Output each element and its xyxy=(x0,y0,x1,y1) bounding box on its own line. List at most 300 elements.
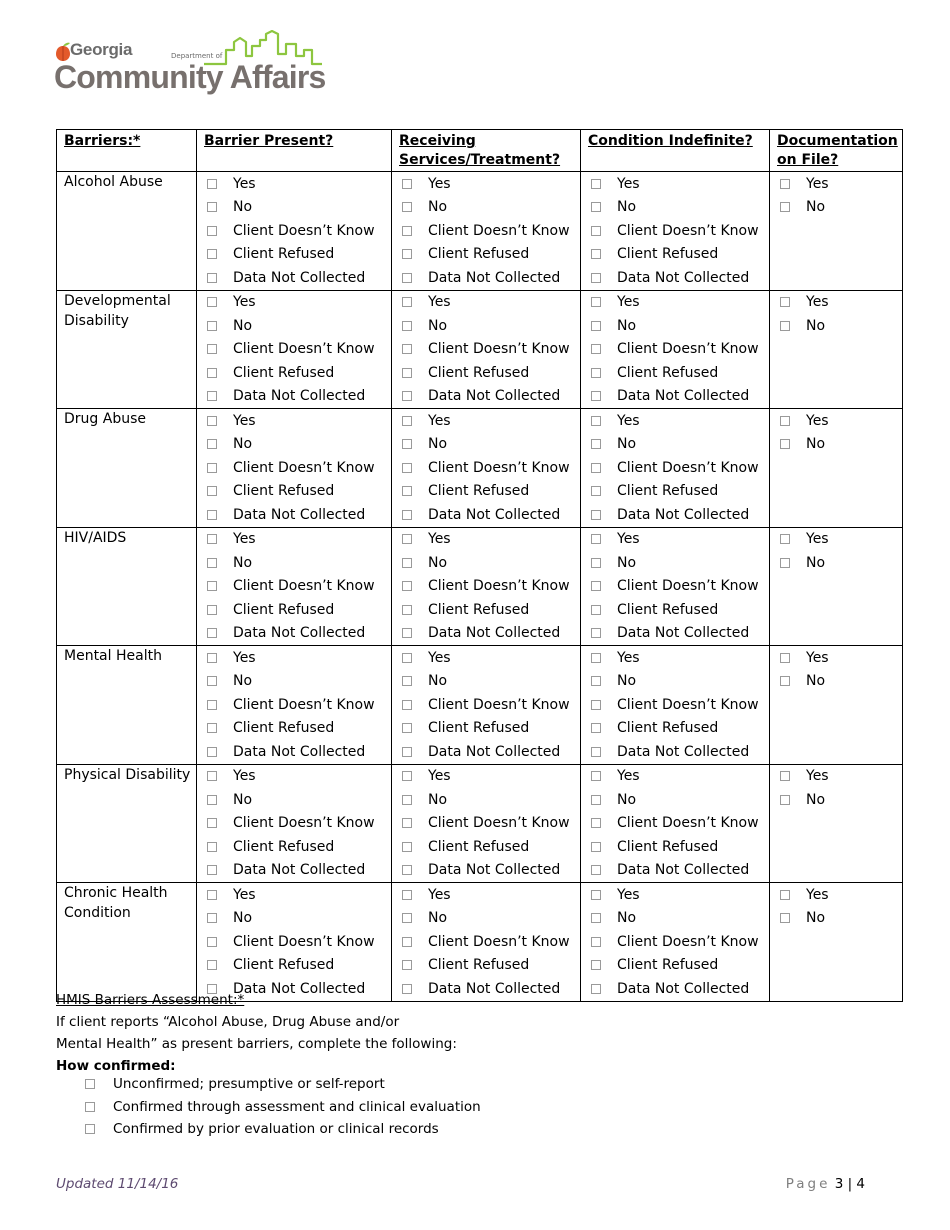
checkbox-label: No xyxy=(428,910,448,927)
checkbox-option[interactable] xyxy=(204,338,391,362)
checkbox-label: Data Not Collected xyxy=(617,625,750,642)
checkbox-option[interactable] xyxy=(399,788,580,812)
checkbox[interactable] xyxy=(591,605,601,615)
checkbox[interactable] xyxy=(780,653,790,663)
checkbox-option[interactable] xyxy=(204,172,391,196)
header-barrier-present: Barrier Present? xyxy=(197,130,392,172)
checkbox[interactable] xyxy=(591,391,601,401)
checkbox-option[interactable] xyxy=(588,598,769,622)
checkbox[interactable] xyxy=(780,890,790,900)
checkbox-option[interactable] xyxy=(588,622,769,646)
checkbox-option[interactable] xyxy=(399,717,580,741)
checkbox-option[interactable] xyxy=(85,1118,481,1141)
checkbox[interactable] xyxy=(402,486,412,496)
table-row xyxy=(57,883,903,1002)
checkbox-option[interactable] xyxy=(399,172,580,196)
checkbox-option[interactable] xyxy=(777,788,902,812)
checkbox[interactable] xyxy=(591,202,601,212)
checkbox-option[interactable] xyxy=(204,765,391,789)
checkbox[interactable] xyxy=(591,628,601,638)
checkbox-option[interactable] xyxy=(399,409,580,433)
checkbox-option[interactable] xyxy=(85,1073,481,1096)
checkbox[interactable] xyxy=(591,416,601,426)
checkbox[interactable] xyxy=(207,463,217,473)
assessment-line-1: If client reports “Alcohol Abuse, Drug Abuse and/or xyxy=(56,1014,400,1030)
checkbox[interactable] xyxy=(780,416,790,426)
checkbox[interactable] xyxy=(402,842,412,852)
checkbox-option[interactable] xyxy=(588,977,769,1001)
checkbox-option[interactable] xyxy=(204,575,391,599)
barrier-present-cell xyxy=(197,527,392,646)
checkbox-label: No xyxy=(617,554,637,571)
checkbox[interactable] xyxy=(591,249,601,259)
checkbox[interactable] xyxy=(591,558,601,568)
checkbox-option[interactable] xyxy=(399,361,580,385)
checkbox[interactable] xyxy=(207,818,217,828)
how-confirmed-label: How confirmed: xyxy=(56,1058,176,1074)
checkbox[interactable] xyxy=(591,676,601,686)
checkbox-option[interactable] xyxy=(399,575,580,599)
checkbox[interactable] xyxy=(207,605,217,615)
checkbox-option[interactable] xyxy=(588,503,769,527)
checkbox[interactable] xyxy=(207,747,217,757)
checkbox[interactable] xyxy=(591,344,601,354)
checkbox-option[interactable] xyxy=(588,196,769,220)
checkbox[interactable] xyxy=(207,534,217,544)
checkbox[interactable] xyxy=(780,297,790,307)
checkbox-option[interactable] xyxy=(204,835,391,859)
checkbox[interactable] xyxy=(207,937,217,947)
checkbox-option[interactable] xyxy=(588,740,769,764)
checkbox-label: Client Refused xyxy=(428,601,530,618)
checkbox-label: Client Doesn’t Know xyxy=(617,341,759,358)
checkbox-option[interactable] xyxy=(588,291,769,315)
checkbox-option[interactable] xyxy=(204,266,391,290)
checkbox-option[interactable] xyxy=(204,291,391,315)
checkbox-option[interactable] xyxy=(777,528,902,552)
checkbox[interactable] xyxy=(207,416,217,426)
checkbox[interactable] xyxy=(207,297,217,307)
checkbox[interactable] xyxy=(207,486,217,496)
checkbox[interactable] xyxy=(207,439,217,449)
receiving-services-cell xyxy=(392,409,581,528)
checkbox[interactable] xyxy=(591,842,601,852)
checkbox[interactable] xyxy=(207,771,217,781)
checkbox[interactable] xyxy=(207,368,217,378)
checkbox-option[interactable] xyxy=(399,765,580,789)
checkbox-option[interactable] xyxy=(204,598,391,622)
checkbox-option[interactable] xyxy=(777,883,902,907)
checkbox-option[interactable] xyxy=(204,503,391,527)
checkbox[interactable] xyxy=(207,321,217,331)
checkbox[interactable] xyxy=(402,890,412,900)
checkbox-option[interactable] xyxy=(204,622,391,646)
checkbox-label: Client Refused xyxy=(233,246,335,263)
checkbox-option[interactable] xyxy=(399,598,580,622)
checkbox-option[interactable] xyxy=(399,243,580,267)
checkbox[interactable] xyxy=(402,795,412,805)
checkbox-option[interactable] xyxy=(399,907,580,931)
checkbox-option[interactable] xyxy=(588,883,769,907)
checkbox-option[interactable] xyxy=(399,930,580,954)
gdca-logo xyxy=(54,30,324,105)
checkbox[interactable] xyxy=(402,534,412,544)
checkbox-option[interactable] xyxy=(399,954,580,978)
checkbox-option[interactable] xyxy=(588,385,769,409)
checkbox[interactable] xyxy=(402,628,412,638)
checkbox[interactable] xyxy=(402,510,412,520)
checkbox[interactable] xyxy=(402,558,412,568)
checkbox-option[interactable] xyxy=(399,812,580,836)
checkbox-option[interactable] xyxy=(399,219,580,243)
checkbox[interactable] xyxy=(402,937,412,947)
checkbox-label: Client Doesn’t Know xyxy=(617,815,759,832)
checkbox[interactable] xyxy=(207,890,217,900)
checkbox-option[interactable] xyxy=(588,954,769,978)
checkbox-option[interactable] xyxy=(204,740,391,764)
updated-date: Updated 11/14/16 xyxy=(56,1176,179,1192)
checkbox-option[interactable] xyxy=(588,670,769,694)
checkbox[interactable] xyxy=(780,439,790,449)
checkbox[interactable] xyxy=(780,795,790,805)
checkbox-option[interactable] xyxy=(777,646,902,670)
checkbox-option[interactable] xyxy=(588,243,769,267)
checkbox-option[interactable] xyxy=(204,409,391,433)
checkbox[interactable] xyxy=(85,1102,95,1112)
checkbox-option[interactable] xyxy=(588,219,769,243)
checkbox-label: No xyxy=(806,791,826,808)
checkbox[interactable] xyxy=(207,273,217,283)
checkbox-label: Data Not Collected xyxy=(233,625,366,642)
barrier-label: Chronic Health Condition xyxy=(57,883,197,1002)
checkbox[interactable] xyxy=(402,771,412,781)
checkbox[interactable] xyxy=(402,676,412,686)
checkbox-option[interactable] xyxy=(588,338,769,362)
checkbox[interactable] xyxy=(85,1124,95,1134)
table-row xyxy=(57,172,903,291)
checkbox[interactable] xyxy=(402,368,412,378)
checkbox[interactable] xyxy=(591,890,601,900)
checkbox-label: Client Refused xyxy=(233,601,335,618)
checkbox[interactable] xyxy=(591,795,601,805)
checkbox[interactable] xyxy=(207,628,217,638)
checkbox[interactable] xyxy=(591,534,601,544)
checkbox-option[interactable] xyxy=(777,670,902,694)
checkbox[interactable] xyxy=(591,510,601,520)
checkbox-label: Yes xyxy=(233,649,256,666)
checkbox-option[interactable] xyxy=(204,788,391,812)
checkbox-option[interactable] xyxy=(399,385,580,409)
checkbox-option[interactable] xyxy=(399,859,580,883)
checkbox[interactable] xyxy=(402,913,412,923)
checkbox-label: Yes xyxy=(428,531,451,548)
checkbox-option[interactable] xyxy=(399,740,580,764)
checkbox-option[interactable] xyxy=(204,646,391,670)
checkbox[interactable] xyxy=(591,653,601,663)
checkbox-option[interactable] xyxy=(777,433,902,457)
checkbox-option[interactable] xyxy=(399,266,580,290)
barrier-label: Mental Health xyxy=(57,646,197,765)
checkbox-option[interactable] xyxy=(399,456,580,480)
checkbox-label: Client Doesn’t Know xyxy=(428,222,570,239)
checkbox-label: Data Not Collected xyxy=(617,980,750,997)
checkbox[interactable] xyxy=(402,297,412,307)
checkbox-option[interactable] xyxy=(204,243,391,267)
checkbox[interactable] xyxy=(591,463,601,473)
checkbox[interactable] xyxy=(402,865,412,875)
checkbox-option[interactable] xyxy=(588,765,769,789)
checkbox-option[interactable] xyxy=(204,930,391,954)
checkbox[interactable] xyxy=(85,1079,95,1089)
checkbox[interactable] xyxy=(591,321,601,331)
checkbox[interactable] xyxy=(402,226,412,236)
checkbox[interactable] xyxy=(591,486,601,496)
checkbox[interactable] xyxy=(591,368,601,378)
checkbox[interactable] xyxy=(402,321,412,331)
checkbox-option[interactable] xyxy=(204,196,391,220)
checkbox-option[interactable] xyxy=(588,812,769,836)
checkbox-label: Client Doesn’t Know xyxy=(428,578,570,595)
checkbox-option[interactable] xyxy=(204,528,391,552)
checkbox-option[interactable] xyxy=(777,196,902,220)
checkbox-label: Client Refused xyxy=(428,483,530,500)
checkbox-option[interactable] xyxy=(588,930,769,954)
checkbox-option[interactable] xyxy=(399,622,580,646)
checkbox-option[interactable] xyxy=(777,409,902,433)
checkbox-label: No xyxy=(428,673,448,690)
checkbox[interactable] xyxy=(207,391,217,401)
checkbox-label: Yes xyxy=(428,294,451,311)
checkbox-option[interactable] xyxy=(399,291,580,315)
checkbox[interactable] xyxy=(207,510,217,520)
checkbox-option[interactable] xyxy=(399,835,580,859)
page-word: Page xyxy=(785,1176,831,1192)
checkbox-option[interactable] xyxy=(588,266,769,290)
checkbox[interactable] xyxy=(780,558,790,568)
checkbox[interactable] xyxy=(591,700,601,710)
checkbox-option[interactable] xyxy=(204,812,391,836)
checkbox-option[interactable] xyxy=(588,480,769,504)
checkbox[interactable] xyxy=(591,723,601,733)
checkbox[interactable] xyxy=(207,653,217,663)
checkbox[interactable] xyxy=(402,605,412,615)
checkbox-option[interactable] xyxy=(204,480,391,504)
checkbox-option[interactable] xyxy=(588,433,769,457)
checkbox-option[interactable] xyxy=(588,788,769,812)
checkbox-option[interactable] xyxy=(399,433,580,457)
checkbox-option[interactable] xyxy=(399,883,580,907)
checkbox[interactable] xyxy=(402,416,412,426)
checkbox[interactable] xyxy=(207,581,217,591)
checkbox-option[interactable] xyxy=(588,551,769,575)
checkbox-option[interactable] xyxy=(399,528,580,552)
checkbox-option[interactable] xyxy=(777,907,902,931)
checkbox[interactable] xyxy=(780,771,790,781)
checkbox-label: Unconfirmed; presumptive or self-report xyxy=(113,1076,385,1092)
checkbox-option[interactable] xyxy=(204,433,391,457)
checkbox-label: Client Refused xyxy=(428,720,530,737)
checkbox-label: Data Not Collected xyxy=(233,269,366,286)
checkbox-option[interactable] xyxy=(204,385,391,409)
checkbox[interactable] xyxy=(402,700,412,710)
checkbox-label: Client Doesn’t Know xyxy=(428,459,570,476)
checkbox-label: Client Refused xyxy=(428,364,530,381)
checkbox-label: No xyxy=(233,791,253,808)
checkbox-option[interactable] xyxy=(399,670,580,694)
checkbox-label: Client Doesn’t Know xyxy=(233,341,375,358)
barrier-label: Alcohol Abuse xyxy=(57,172,197,291)
checkbox[interactable] xyxy=(591,581,601,591)
checkbox-label: Yes xyxy=(428,175,451,192)
checkbox-option[interactable] xyxy=(85,1096,481,1119)
checkbox-option[interactable] xyxy=(399,503,580,527)
checkbox[interactable] xyxy=(780,321,790,331)
checkbox[interactable] xyxy=(591,984,601,994)
checkbox[interactable] xyxy=(402,463,412,473)
checkbox-option[interactable] xyxy=(777,291,902,315)
checkbox[interactable] xyxy=(780,913,790,923)
checkbox-label: No xyxy=(617,673,637,690)
checkbox[interactable] xyxy=(402,581,412,591)
checkbox-option[interactable] xyxy=(204,219,391,243)
checkbox-option[interactable] xyxy=(588,409,769,433)
checkbox-label: Yes xyxy=(428,768,451,785)
checkbox[interactable] xyxy=(207,913,217,923)
checkbox-option[interactable] xyxy=(204,361,391,385)
checkbox[interactable] xyxy=(780,534,790,544)
checkbox-label: Client Doesn’t Know xyxy=(233,459,375,476)
checkbox[interactable] xyxy=(780,202,790,212)
checkbox[interactable] xyxy=(207,960,217,970)
checkbox-label: Client Refused xyxy=(233,838,335,855)
checkbox-option[interactable] xyxy=(588,456,769,480)
table-row xyxy=(57,527,903,646)
checkbox[interactable] xyxy=(780,676,790,686)
checkbox[interactable] xyxy=(591,179,601,189)
checkbox[interactable] xyxy=(780,179,790,189)
checkbox[interactable] xyxy=(591,747,601,757)
receiving-services-cell xyxy=(392,290,581,409)
checkbox-option[interactable] xyxy=(399,480,580,504)
checkbox[interactable] xyxy=(207,558,217,568)
checkbox-option[interactable] xyxy=(399,646,580,670)
checkbox[interactable] xyxy=(207,344,217,354)
checkbox[interactable] xyxy=(207,700,217,710)
checkbox-option[interactable] xyxy=(399,338,580,362)
checkbox-option[interactable] xyxy=(777,314,902,338)
checkbox[interactable] xyxy=(591,937,601,947)
checkbox[interactable] xyxy=(402,273,412,283)
checkbox[interactable] xyxy=(402,723,412,733)
checkbox[interactable] xyxy=(402,202,412,212)
checkbox-option[interactable] xyxy=(588,646,769,670)
checkbox-option[interactable] xyxy=(204,670,391,694)
checkbox[interactable] xyxy=(402,179,412,189)
checkbox[interactable] xyxy=(207,676,217,686)
checkbox[interactable] xyxy=(402,249,412,259)
checkbox-option[interactable] xyxy=(588,575,769,599)
checkbox[interactable] xyxy=(207,179,217,189)
checkbox[interactable] xyxy=(402,344,412,354)
checkbox-option[interactable] xyxy=(204,859,391,883)
checkbox-option[interactable] xyxy=(588,717,769,741)
checkbox[interactable] xyxy=(207,723,217,733)
checkbox[interactable] xyxy=(207,202,217,212)
checkbox[interactable] xyxy=(207,795,217,805)
barriers-table xyxy=(56,129,903,1002)
checkbox-option[interactable] xyxy=(204,717,391,741)
checkbox[interactable] xyxy=(591,818,601,828)
checkbox[interactable] xyxy=(207,249,217,259)
checkbox[interactable] xyxy=(402,818,412,828)
checkbox[interactable] xyxy=(402,747,412,757)
checkbox-option[interactable] xyxy=(588,528,769,552)
checkbox[interactable] xyxy=(207,865,217,875)
checkbox-label: Confirmed by prior evaluation or clinical records xyxy=(113,1121,439,1137)
checkbox-option[interactable] xyxy=(204,883,391,907)
checkbox-option[interactable] xyxy=(399,693,580,717)
checkbox-option[interactable] xyxy=(777,172,902,196)
checkbox-label: Client Doesn’t Know xyxy=(617,459,759,476)
checkbox-option[interactable] xyxy=(399,196,580,220)
checkbox[interactable] xyxy=(402,653,412,663)
checkbox[interactable] xyxy=(591,865,601,875)
checkbox-label: Data Not Collected xyxy=(233,980,366,997)
checkbox-label: Client Refused xyxy=(617,483,719,500)
checkbox-option[interactable] xyxy=(588,361,769,385)
checkbox[interactable] xyxy=(402,960,412,970)
checkbox-option[interactable] xyxy=(204,551,391,575)
checkbox[interactable] xyxy=(591,439,601,449)
checkbox-option[interactable] xyxy=(777,551,902,575)
documentation-cell xyxy=(770,172,903,291)
checkbox-option[interactable] xyxy=(588,859,769,883)
checkbox-option[interactable] xyxy=(777,765,902,789)
checkbox-label: No xyxy=(617,910,637,927)
checkbox-option[interactable] xyxy=(588,907,769,931)
barrier-present-cell xyxy=(197,290,392,409)
checkbox-label: Client Refused xyxy=(233,364,335,381)
checkbox[interactable] xyxy=(591,226,601,236)
checkbox-label: No xyxy=(617,436,637,453)
checkbox[interactable] xyxy=(591,960,601,970)
checkbox[interactable] xyxy=(591,771,601,781)
checkbox-option[interactable] xyxy=(204,693,391,717)
checkbox-option[interactable] xyxy=(399,314,580,338)
checkbox-option[interactable] xyxy=(399,551,580,575)
checkbox-option[interactable] xyxy=(588,835,769,859)
checkbox-option[interactable] xyxy=(204,456,391,480)
checkbox[interactable] xyxy=(591,913,601,923)
checkbox[interactable] xyxy=(402,391,412,401)
checkbox-option[interactable] xyxy=(204,314,391,338)
checkbox-label: Data Not Collected xyxy=(428,506,561,523)
condition-indefinite-cell xyxy=(581,290,770,409)
checkbox-label: Yes xyxy=(617,412,640,429)
checkbox-label: Yes xyxy=(233,531,256,548)
checkbox[interactable] xyxy=(591,297,601,307)
checkbox-option[interactable] xyxy=(588,172,769,196)
checkbox-option[interactable] xyxy=(204,954,391,978)
checkbox[interactable] xyxy=(402,439,412,449)
checkbox[interactable] xyxy=(207,842,217,852)
checkbox-option[interactable] xyxy=(588,314,769,338)
checkbox[interactable] xyxy=(207,226,217,236)
checkbox-option[interactable] xyxy=(588,693,769,717)
checkbox-option[interactable] xyxy=(204,907,391,931)
checkbox[interactable] xyxy=(591,273,601,283)
assessment-section xyxy=(56,989,457,1077)
